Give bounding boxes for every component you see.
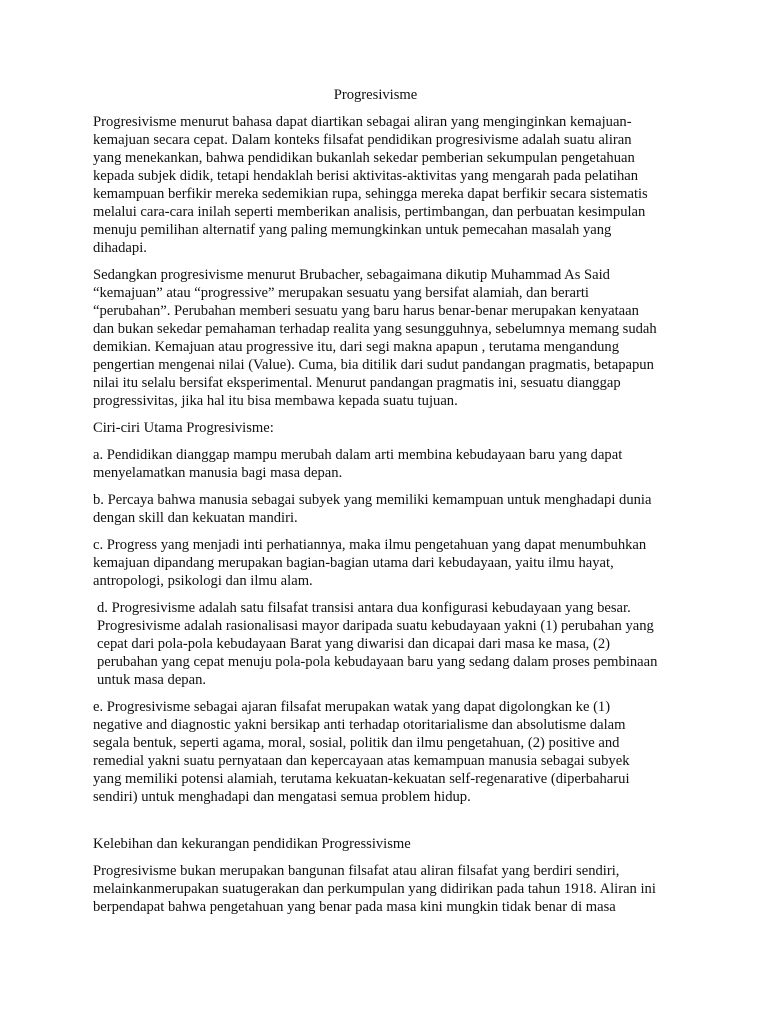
- list-item-d: d. Progresivisme adalah satu filsafat transisi antara dua konfigurasi kebudayaan yang besar. Progresivisme adalah rasionalisasi mayor daripada suatu kebudayaan yakni (1) perubahan yang cepat dari pola-pola kebudayaan Barat yang diwarisi dan dicapai dari masa ke masa, (2) perubahan yang cepat menuju pola-pola kebudayaan baru yang sedang dalam proses pembinaan untuk masa depan.: [97, 600, 658, 688]
- list-item-c: c. Progress yang menjadi inti perhatiannya, maka ilmu pengetahuan yang dapat menumbuhkan kemajuan dipandang merupakan bagian-bagian utama dari kebudayaan, yaitu ilmu hayat, antropologi, psikologi dan ilmu alam.: [93, 537, 647, 589]
- list-item-a: a. Pendidikan dianggap mampu merubah dalam arti membina kebudayaan baru yang dapat menyelamatkan manusia bagi masa depan.: [93, 447, 623, 481]
- list-heading: Ciri-ciri Utama Progresivisme:: [93, 420, 274, 436]
- paragraph-advantages: Progresivisme bukan merupakan bangunan filsafat atau aliran filsafat yang berdiri sendiri, melainkanmerupakan suatugerakan dan perkumpulan yang didirikan pada tahun 1918. Aliran ini berpendapat bahwa pengetahuan yang benar pada masa kini mungkin tidak benar di masa: [93, 863, 656, 915]
- section-heading: Kelebihan dan kekurangan pendidikan Progressivisme: [93, 836, 411, 852]
- section-spacer: [93, 815, 658, 835]
- list-item-e: e. Progresivisme sebagai ajaran filsafat merupakan watak yang dapat digolongkan ke (1) negative and diagnostic yakni bersikap anti terhadap otoritarialisme dan absolutisme dalam segala bentuk, seperti agama, moral, sosial, politik dan ilmu pengetahuan, (2) positive and remedial yakni suatu pernyataan dan kepercayaan atas kemampuan manusia sebagai subyek yang memiliki potensi alamiah, terutama kekuatan-kekuatan self-regenarative (diperbaharui sendiri) untuk menghadapi dan mengatasi semua problem hidup.: [93, 699, 630, 805]
- document-title: Progresivisme: [333, 87, 418, 103]
- list-item-b: b. Percaya bahwa manusia sebagai subyek yang memiliki kemampuan untuk menghadapi dunia dengan skill dan kekuatan mandiri.: [93, 492, 652, 526]
- paragraph-definition: Progresivisme menurut bahasa dapat diartikan sebagai aliran yang menginginkan kemajuan-kemajuan secara cepat. Dalam konteks filsafat pendidikan progresivisme adalah suatu aliran yang menekankan, bahwa pendidikan bukanlah sekedar pemberian sekumpulan pengetahuan kepada subjek didik, tetapi hendaklah berisi aktivitas-aktivitas yang mengarah pada pelatihan kemampuan berfikir mereka sedemikian rupa, sehingga mereka dapat berfikir secara sistematis melalui cara-cara inilah seperti memberikan analisis, pertimbangan, dan perbuatan kesimpulan menuju pemilihan alternatif yang paling memungkinkan untuk pemecahan masalah yang dihadapi.: [93, 114, 648, 256]
- paragraph-brubacher: Sedangkan progresivisme menurut Brubacher, sebagaimana dikutip Muhammad As Said “kemajuan” atau “progressive” merupakan sesuatu yang bersifat alamiah, dan berarti “perubahan”. Perubahan memberi sesuatu yang baru harus benar-benar merupakan kenyataan dan bukan sekedar pemahaman terhadap realita yang sesungguhnya, sebelumnya memang sudah demikian. Kemajuan atau progressive itu, dari segi makna apapun , terutama mengandung pengertian mengenai nilai (Value). Cuma, bia ditilik dari sudut pandangan pragmatis, betapapun nilai itu selalu bersifat eksperimental. Menurut pandangan pragmatis ini, sesuatu dianggap progressivitas, jika hal itu bisa membawa kepada suatu tujuan.: [93, 267, 657, 409]
